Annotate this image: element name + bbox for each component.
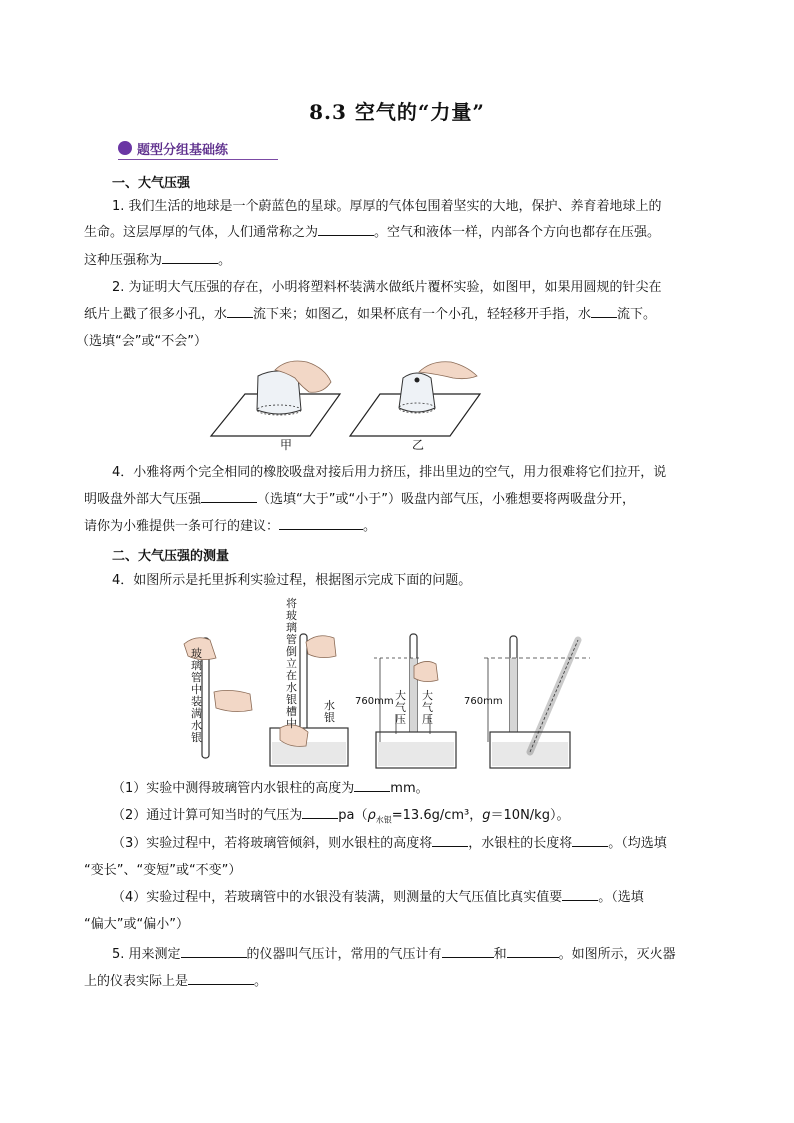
answer-blank[interactable] — [354, 777, 390, 792]
answer-blank[interactable] — [188, 970, 254, 985]
answer-blank[interactable] — [442, 943, 494, 958]
q4a-line2: 明吸盘外部大气压强 （选填“大于”或“小于”）吸盘内部气压，小雅想要将两吸盘分开， — [84, 487, 635, 513]
cup-figure-b — [350, 362, 480, 436]
answer-blank[interactable] — [302, 804, 338, 819]
fig-height-label-2: 760mm — [464, 696, 503, 707]
q4b-sub2: （2）通过计算可知当时的气压为 $pa(\rho_{水银}=13.6g$/cm³，g＝10N/kg）。 — [112, 803, 569, 834]
q2-line3: （选填“会”或“不会”） — [76, 334, 207, 349]
answer-blank[interactable] — [181, 943, 247, 958]
heading-pressure-measurement: 二、大气压强的测量 — [112, 549, 230, 564]
answer-blank[interactable] — [162, 249, 218, 264]
q2-line2: 纸片上戳了很多小孔，水 流下来；如图乙，如果杯底有一个小孔，轻轻移开手指，水 流下。 — [84, 302, 656, 328]
cup-figure-a — [211, 361, 340, 436]
fig-height-label-1: 760mm — [355, 696, 394, 707]
q4a-line1: 4．小雅将两个完全相同的橡胶吸盘对接后用力挤压，排出里边的空气，用力很难将它们拉开，说 — [112, 465, 667, 480]
q1-line3: 这种压强称为 。 — [84, 248, 231, 274]
q4a-line3: 请你为小雅提供一条可行的建议： 。 — [84, 514, 376, 540]
answer-blank[interactable] — [201, 488, 257, 503]
q1-line1: 1. 我们生活的地球是一个蔚蓝色的星球。厚厚的气体包围着坚实的大地，保护、养育着地球上的 — [112, 199, 662, 214]
fig-label-atm-right: 大气压 — [422, 689, 433, 726]
bullet-circle-icon — [118, 141, 132, 155]
q1-line2: 生命。这层厚厚的气体，人们通常称之为 。空气和液体一样，内部各个方向也都存在压强。 — [84, 220, 660, 246]
q4b-sub4-cont: “偏大”或“偏小”） — [84, 917, 189, 932]
q5-line2: 上的仪表实际上是 。 — [84, 969, 267, 995]
cup-experiment-figure — [205, 358, 485, 454]
fig-label-invert-tube: 将玻璃管倒立在水银槽中 — [286, 597, 297, 730]
answer-blank[interactable] — [591, 303, 617, 318]
fig-label-fill-tube: 玻璃管中装满水银 — [191, 647, 202, 744]
fig-label-b: 乙 — [412, 438, 425, 452]
q4b-sub4: （4）实验过程中，若玻璃管中的水银没有装满，则测量的大气压值比真实值要 。（选填 — [112, 885, 644, 911]
answer-blank[interactable] — [572, 832, 608, 847]
fig-label-atm-left: 大气压 — [395, 689, 406, 726]
torricelli-figure — [170, 596, 610, 776]
q4b-sub1: （1）实验中测得玻璃管内水银柱的高度为 mm。 — [112, 776, 429, 802]
answer-blank[interactable] — [318, 221, 374, 236]
answer-blank[interactable] — [432, 832, 468, 847]
q2-line1: 2. 为证明大气压强的存在，小明将塑料杯装满水做纸片覆杯实验，如图甲，如果用圆规的针尖在 — [112, 280, 662, 295]
fig-label-mercury: 水银 — [324, 699, 335, 724]
answer-blank[interactable] — [279, 515, 363, 530]
q4b-sub3: （3）实验过程中，若将玻璃管倾斜，则水银柱的高度将 ，水银柱的长度将 。（均选填 — [112, 831, 667, 857]
answer-blank[interactable] — [507, 943, 559, 958]
q4b-intro: 4．如图所示是托里拆利实验过程，根据图示完成下面的问题。 — [112, 573, 472, 588]
page-title: 8.3 空气的“力量” — [309, 100, 485, 124]
q5-line1: 5. 用来测定 的仪器叫气压计，常用的气压计有 和 。如图所示，灭火器 — [112, 942, 676, 968]
heading-atmospheric-pressure: 一、大气压强 — [112, 176, 191, 191]
fig-label-a: 甲 — [280, 438, 293, 452]
q4b-sub3-cont: “变长”、“变短”或“不变”） — [84, 863, 242, 878]
section-badge: 题型分组基础练 — [137, 143, 229, 158]
answer-blank[interactable] — [227, 303, 253, 318]
answer-blank[interactable] — [562, 886, 598, 901]
